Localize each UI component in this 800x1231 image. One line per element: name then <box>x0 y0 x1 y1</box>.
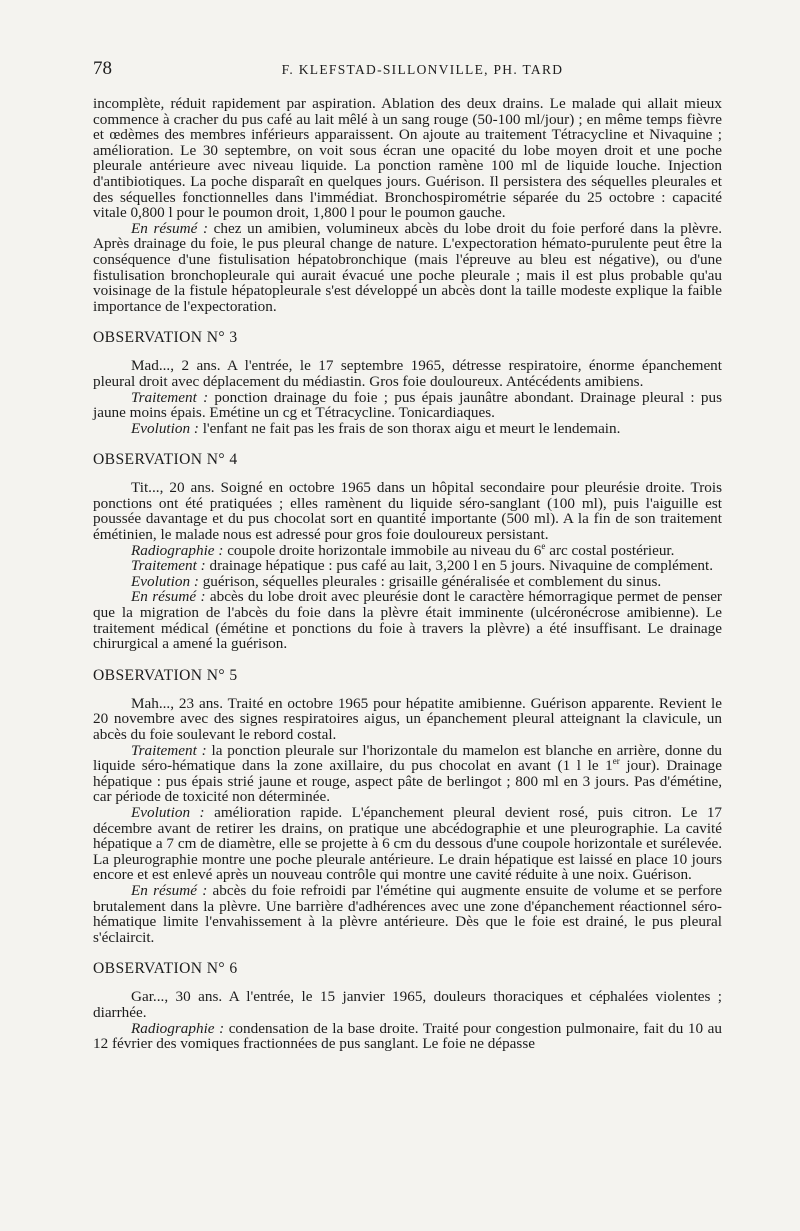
paragraph <box>93 558 722 574</box>
traitement-text: ponction drainage du foie ; pus épais jaunâtre abondant. Drainage pleural : pus jaune moins épais. Emétine un cg et Tétracycline. Tonicardiaques. <box>93 388 723 422</box>
evolution-label: Evolution : <box>131 803 205 821</box>
paragraph <box>93 574 722 590</box>
paragraph <box>93 805 722 883</box>
paragraph <box>93 540 722 559</box>
resume-label: En résumé : <box>131 219 209 237</box>
observation-title: OBSERVATION N° 5 <box>93 666 238 684</box>
observation-title: OBSERVATION N° 6 <box>93 960 238 978</box>
evolution-label: Evolution : <box>131 419 199 437</box>
radiographie-text: arc costal postérieur. <box>545 541 675 559</box>
resume-text: abcès du lobe droit avec pleurésie dont le caractère hémorragique permet de penser que la migration de l'abcès du foie dans la plèvre était imminente (ulcéronécrose amibienne). Le traitement médical (émétine et ponctions du foie à travers la plèvre) a été insuffisant. Le drainage chirurgical a amené la guérison. <box>93 588 722 653</box>
radiographie-text: coupole droite horizontale immobile au niveau du 6 <box>223 541 542 559</box>
traitement-text: drainage hépatique : pus café au lait, 3,200 l en 5 jours. Nivaquine de complément. <box>205 557 714 575</box>
superscript: er <box>612 756 620 767</box>
evolution-text: l'enfant ne fait pas les frais de son thorax aigu et meurt le lendemain. <box>198 419 621 437</box>
running-head: F. KLEFSTAD-SILLONVILLE, PH. TARD <box>281 62 564 77</box>
paragraph <box>93 1021 722 1052</box>
observation-title: OBSERVATION N° 3 <box>93 329 238 347</box>
paragraph: Gar..., 30 ans. A l'entrée, le 15 janvier 1965, douleurs thoraciques et céphalées violentes ; diarrhée. <box>93 988 722 1021</box>
resume-text: abcès du foie refroidi par l'émétine qui augmente ensuite de volume et se perfore brutalement dans la plèvre. Une barrière d'adhérences avec une zone d'épanchement réactionnel séro-hématique limite l'envahissement à la plèvre antérieure. Dès que le foie est drainé, le pus pleural s'éclaircit. <box>93 881 722 946</box>
traitement-label: Traitement : <box>131 388 209 406</box>
evolution-text: amélioration rapide. L'épanchement pleural devient rosé, puis citron. Le 17 décembre avant de retirer les drains, on pratique une abcédographie et une pleurographie. La cavité hépatique a 7 cm de diamètre, elle se projette à 6 cm du dessous d'une coupole horizontale et surélevée. La pleurographie montre une poche pleurale antérieure. Le drain hépatique est laissé en place 10 jours encore et est enlevé après un nouveau contrôle qui montre une cavité réduite à une noix. Guérison. <box>93 803 723 884</box>
radiographie-label: Radiographie : <box>131 541 224 559</box>
paragraph: Mah..., 23 ans. Traité en octobre 1965 pour hépatite amibienne. Guérison apparente. Revient le 20 novembre avec des signes respiratoires aigus, un épanchement pleural atteignant la clavicule, un abcès du foie soulevant le rebord costal. <box>93 694 722 743</box>
traitement-label: Traitement : <box>131 741 207 759</box>
paragraph: Tit..., 20 ans. Soigné en octobre 1965 dans un hôpital secondaire pour pleurésie droite. Trois ponctions ont été pratiquées ; elles ramènent du liquide séro-sanglant (100 ml), puis l'aiguille est poussée davantage et du pus chocolat sort en quantité importante (500 ml). A la fin de son traitement émétinien, le malade nous est adressé pour gros foie douloureux persistant. <box>93 479 722 544</box>
paragraph <box>93 589 722 651</box>
evolution-text: guérison, séquelles pleurales : grisaille généralisée et comblement du sinus. <box>198 572 662 590</box>
page-header <box>93 58 722 82</box>
paragraph: incomplète, réduit rapidement par aspiration. Ablation des deux drains. Le malade qui allait mieux commence à cracher du pus café au lait mêlé à un sang rouge (50-100 ml/jour) ; en même temps fièvre et œdèmes des membres inférieurs apparaissent. On ajoute au traitement Tétracycline et Nivaquine ; amélioration. Le 30 septembre, on voit sous écran une opacité du lobe moyen droit et une poche pleurale antérieure avec niveau liquide. La ponction ramène 100 ml de liquide louche. Injection d'antibiotiques. La poche disparaît en quelques jours. Guérison. Il persistera des séquelles pleurales et des séquelles fonctionnelles dans l'immédiat. Bronchospirométrie séparée du 25 octobre : capacité vitale 0,800 l pour le poumon droit, 1,800 l pour le poumon gauche. <box>93 95 722 222</box>
traitement-label: Traitement : <box>131 557 206 575</box>
evolution-label: Evolution : <box>131 572 199 590</box>
paragraph <box>93 883 722 945</box>
page-number: 78 <box>93 58 112 79</box>
radiographie-text: condensation de la base droite. Traité pour congestion pulmonaire, fait du 10 au 12 février des vomiques fractionnées de pus sanglant. Le foie ne dépasse <box>93 1019 722 1053</box>
superscript: e <box>541 540 546 551</box>
paragraph <box>93 390 722 421</box>
traitement-text: jour). Drainage hépatique : pus épais strié jaune et rouge, aspect pâte de berlingot ; 800 ml en 3 jours. Pas d'émétine, car période de toxicité non déterminée. <box>93 757 722 806</box>
resume-label: En résumé : <box>131 881 208 899</box>
radiographie-label: Radiographie : <box>131 1019 225 1037</box>
resume-label: En résumé : <box>131 588 206 606</box>
paragraph <box>93 221 722 315</box>
traitement-text: la ponction pleurale sur l'horizontale du mamelon est blanche en arrière, donne du liquide séro-hématique dans la zone axillaire, du pus chocolat en avant (1 l le 1 <box>93 741 723 775</box>
observation-title: OBSERVATION N° 4 <box>93 451 238 469</box>
resume-text: chez un amibien, volumineux abcès du lobe droit du foie perforé dans la plèvre. Après drainage du foie, le pus pleural change de nature. L'expectoration hémato-purulente peut être la conséquence d'une fistulisation hépatobronchique (mais l'épreuve au bleu est négative), ou d'une fistulisation bronchopleurale qui aurait évacué une poche pleurale ; mais il est plus probable qu'au voisinage de la fistule hépatopleurale s'est développé un abcès dont la taille modeste explique la faible importance de l'expectoration. <box>93 219 722 315</box>
paragraph <box>93 421 722 437</box>
paragraph: Mad..., 2 ans. A l'entrée, le 17 septembre 1965, détresse respiratoire, énorme épanchement pleural droit avec déplacement du médiastin. Gros foie douloureux. Antécédents amibiens. <box>93 357 722 390</box>
paragraph <box>93 743 722 805</box>
